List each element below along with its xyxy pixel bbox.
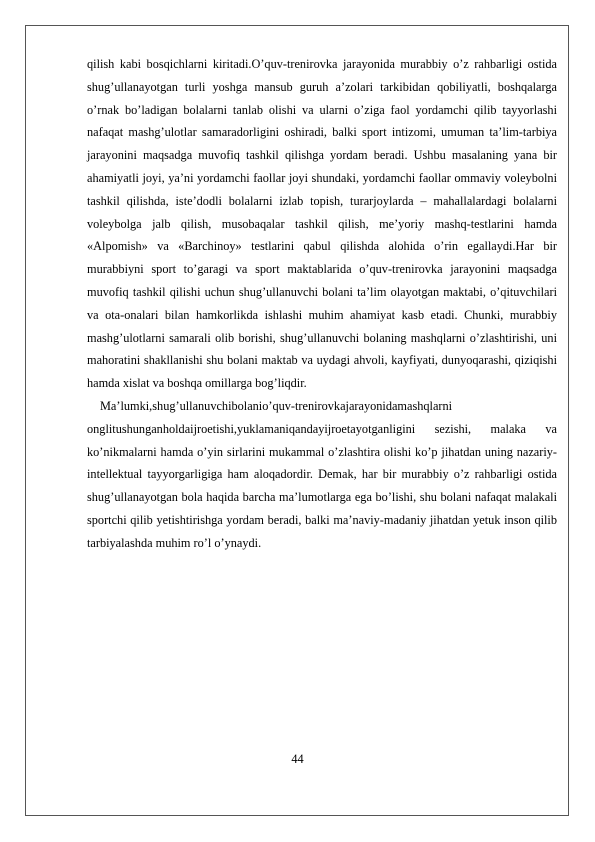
paragraph-2: Ma’lumki,shug’ullanuvchibolanio’quv-trenirovkajarayonidamashqlarni onglitushunganholdaijroetishi,yuklamaniqandayijroetayotganligini sezishi, malaka va ko’nikmalarni hamda o’yin sirlarini mukammal o’zlashtira olishi ko’p jihatdan uning nazariy-intellektual tayyorgarligiga ham aloqadordir. Demak, har bir murabbiy o’z rahbarligi ostida shug’ullanayotgan bola haqida barcha ma’lumotlarga ega bo’lishi, shu bolani nafaqat malakali sportchi qilib yetishtirishga yordam beradi, balki ma’naviy-madaniy jihatdan yetuk inson qilib tarbiyalashda muhim ro’l o’ynaydi. bbox=[87, 398, 557, 550]
paragraph-1: qilish kabi bosqichlarni kiritadi.O’quv-trenirovka jarayonida murabbiy o’z rahbarligi ostida shug’ullanayotgan turli yoshga mansub guruh a’zolari tarkibidan qobiliyatli, boshqalarga o’rnak bo’ladigan bolalarni tanlab olishi va ularni o’ziga faol yordamchi qilib tayyorlashi nafaqat mashg’ulotlar samaradorligini oshiradi, balki sport intizomi, umuman ta’lim-tarbiya jarayonini maqsadga muvofiq tashkil qilishga yordam beradi. Ushbu masalaning yana bir ahamiyatli joyi, ya’ni yordamchi faollar joyi shundaki, yordamchi faollar ommaviy voleybolni tashkil qilishda, iste’dodli bolalarni izlab topish, turarjoylarda – mahallalardagi bolalarni voleybolga jalb qilish, musobaqalar tashkil qilish, me’yoriy mashq-testlarini hamda «Alpomish» va «Barchinoy» testlarini qabul qilishda alohida o’rin egallaydi.Har bir murabbiyni sport to’garagi va sport maktablarida o’quv-trenirovka jarayonini maqsadga muvofiq tashkil qilishi uchun shug’ullanuvchi bolani ta’lim olayotgan maktabi, o’qituvchilari va ota-onalari bilan hamkorlikda ishlashi muhim ahamiyat kasb etadi. Chunki, murabbiy mashg’ulotlarni samarali olib borishi, shug’ullanuvchi bolaning mashqlarni o’zlashtirishi, uni mahoratini shakllanishi shu bolani maktab va uydagi ahvoli, kayfiyati, dunyoqarashi, qiziqishi hamda xislat va boshqa omillarga bog’liqdir. bbox=[87, 57, 557, 391]
document-body bbox=[87, 53, 557, 555]
page-number: 44 bbox=[291, 752, 304, 766]
